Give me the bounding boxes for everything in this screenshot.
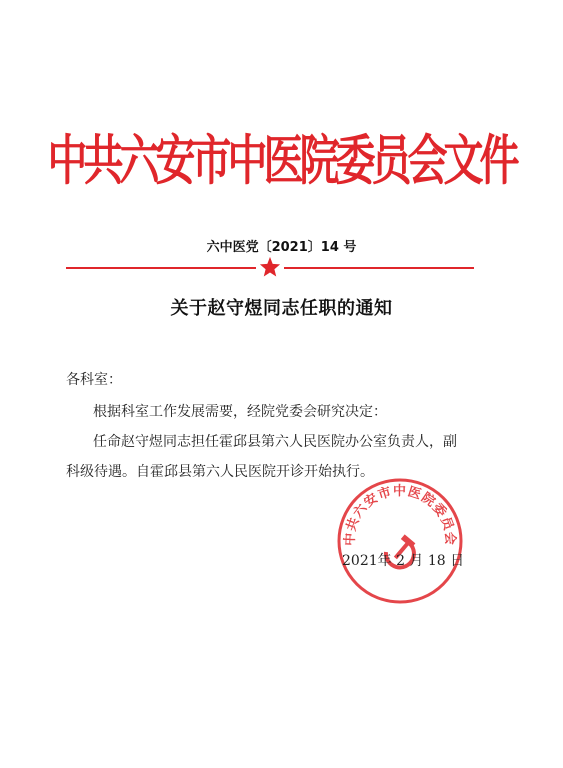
red-divider xyxy=(66,256,474,280)
document-date: 2021年 2 月 18 日 xyxy=(342,553,465,569)
divider-line-left xyxy=(66,267,256,269)
body-paragraph-1: 根据科室工作发展需要，经院党委会研究决定： xyxy=(93,404,387,420)
body-paragraph-2-line-1: 任命赵守煜同志担任霍邱县第六人民医院办公室负责人，副 xyxy=(93,434,457,450)
faint-bleedthrough xyxy=(120,624,460,644)
svg-text:中共六安市中医院委员会 xyxy=(342,483,459,546)
body-paragraph-2-line-2: 科级待遇。自霍邱县第六人民医院开诊开始执行。 xyxy=(66,464,374,480)
red-header-title: 中共六安市中医院委员会文件 xyxy=(47,128,516,193)
official-seal xyxy=(335,476,465,606)
seal-text: 中共六安市中医院委员会 xyxy=(342,484,458,547)
divider-line-right xyxy=(284,267,474,269)
document-title: 关于赵守煜同志任职的通知 xyxy=(170,298,393,319)
document-number: 六中医党〔2021〕14 号 xyxy=(206,240,357,255)
star-icon xyxy=(259,256,281,278)
salutation: 各科室： xyxy=(66,372,122,388)
